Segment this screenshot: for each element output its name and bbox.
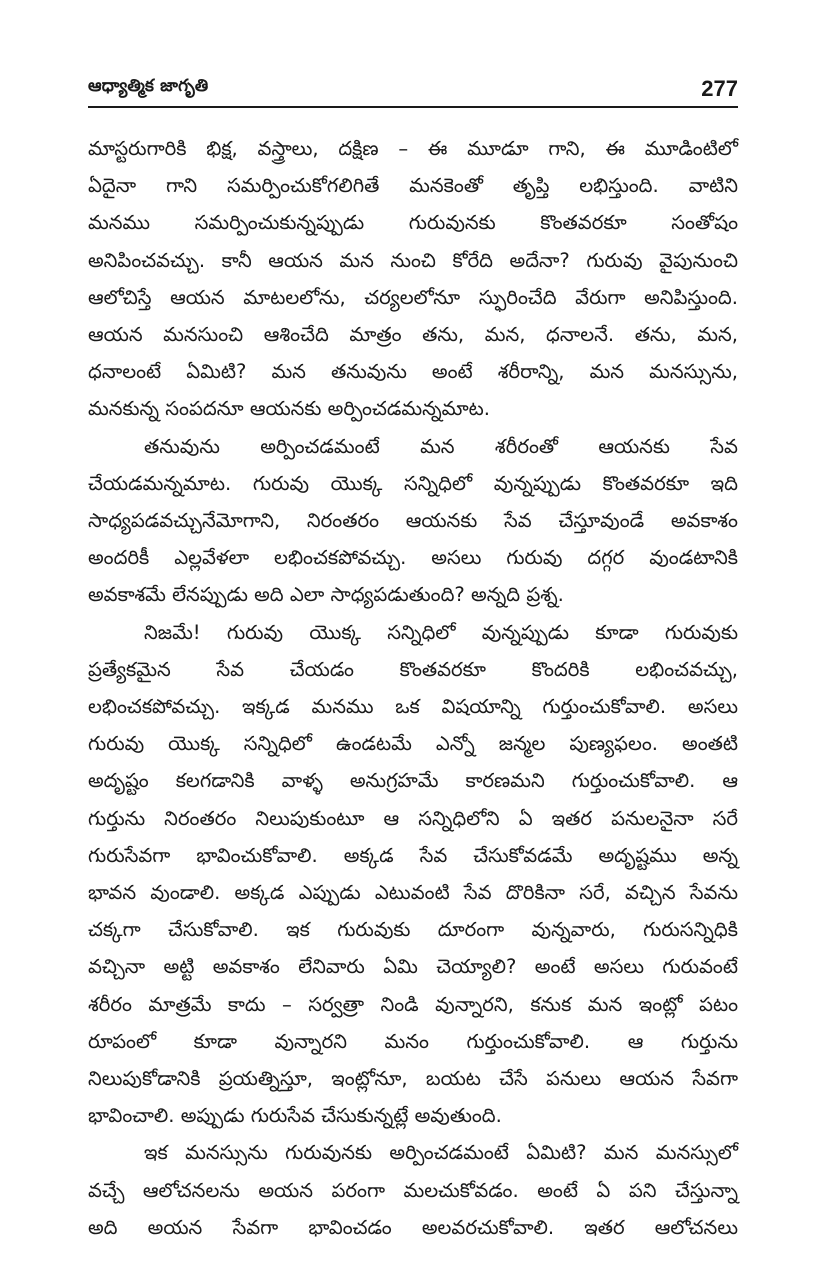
text-line: అనిపించవచ్చు. కానీ ఆయన మన నుంచి కోరేది అదేనా? గురువు వైపునుంచి bbox=[88, 248, 738, 272]
text-line: ఇక మనస్సును గురువునకు అర్పించడమంటే ఏమిటి? మన మనస్సులో bbox=[144, 1141, 738, 1165]
text-line: గుర్తును నిరంతరం నిలుపుకుంటూ ఆ సన్నిధిలోని ఏ ఇతర పనులనైనా సరే bbox=[88, 806, 738, 830]
text-line: వచ్చినా అట్టి అవకాశం లేనివారు ఏమి చెయ్యాలి? అంటే అసలు గురువంటే bbox=[88, 955, 738, 979]
text-line: చేయడమన్నమాట. గురువు యొక్క సన్నిధిలో వున్నప్పుడు కొంతవరకూ ఇది bbox=[88, 471, 738, 495]
text-line: మనకున్న సంపదనూ ఆయనకు అర్పించడమన్నమాట. bbox=[88, 397, 491, 421]
running-header bbox=[88, 70, 738, 108]
text-line: భావన వుండాలి. అక్కడ ఎప్పుడు ఎటువంటి సేవ దొరికినా సరే, వచ్చిన సేవను bbox=[88, 881, 738, 905]
book-page bbox=[88, 70, 738, 1246]
page-number: 277 bbox=[701, 76, 738, 101]
text-line: చక్కగా చేసుకోవాలి. ఇక గురువుకు దూరంగా వున్నవారు, గురుసన్నిధికి bbox=[88, 918, 738, 942]
paragraph bbox=[88, 130, 738, 428]
text-line: గురువు యొక్క సన్నిధిలో ఉండటమే ఎన్నో జన్మల పుణ్యఫలం. అంతటి bbox=[88, 732, 738, 756]
paragraph bbox=[88, 1134, 738, 1246]
text-line: ప్రత్యేకమైన సేవ చేయడం కొంతవరకూ కొందరికి లభించవచ్చు, bbox=[88, 657, 738, 681]
text-line: వచ్చే ఆలోచనలను అయన పరంగా మలచుకోవడం. అంటే ఏ పని చేస్తున్నా bbox=[88, 1178, 738, 1202]
text-line: గురుసేవగా భావించుకోవాలి. అక్కడ సేవ చేసుకోవడమే అదృష్టము అన్న bbox=[88, 843, 738, 867]
text-line: ధనాలంటే ఏమిటి? మన తనువును అంటే శరీరాన్ని, మన మనస్సును, bbox=[88, 360, 738, 384]
text-line: మాస్టరుగారికి భిక్ష, వస్త్రాలు, దక్షిణ – ఈ మూడూ గాని, ఈ మూడింటిలో bbox=[88, 137, 738, 160]
text-line: భావించాలి. అప్పుడు గురుసేవ చేసుకున్నట్లే అవుతుంది. bbox=[88, 1104, 502, 1128]
text-line: రూపంలో కూడా వున్నారని మనం గుర్తుంచుకోవాలి. ఆ గుర్తును bbox=[88, 1029, 738, 1053]
text-line: మనము సమర్పించుకున్నప్పుడు గురువునకు కొంతవరకూ సంతోషం bbox=[88, 211, 738, 235]
text-line: ఆయన మనసుంచి ఆశించేది మాత్రం తను, మన, ధనాలనే. తను, మన, bbox=[88, 323, 738, 347]
text-line: ఆలోచిస్తే ఆయన మాటలలోను, చర్యలలోనూ స్ఫురించేది వేరుగా అనిపిస్తుంది. bbox=[88, 285, 738, 309]
text-line: నిజమే! గురువు యొక్క సన్నిధిలో వున్నప్పుడు కూడా గురువుకు bbox=[144, 620, 738, 644]
text-line: అందరికీ ఎల్లవేళలా లభించకపోవచ్చు. అసలు గురువు దగ్గర వుండటానికి bbox=[88, 546, 738, 570]
text-line: శరీరం మాత్రమే కాదు – సర్వత్రా నిండి వున్నారని, కనుక మన ఇంట్లో పటం bbox=[88, 992, 738, 1016]
paragraph bbox=[88, 428, 738, 614]
text-line: ఏదైనా గాని సమర్పించుకోగలిగితే మనకెంతో తృప్తి లభిస్తుంది. వాటిని bbox=[88, 174, 738, 198]
running-title: ఆధ్యాత్మిక జాగృతి bbox=[88, 76, 209, 96]
text-line: తనువును అర్పించడమంటే మన శరీరంతో ఆయనకు సేవ bbox=[144, 434, 738, 458]
text-line: అవకాశమే లేనప్పుడు అది ఎలా సాధ్యపడుతుంది? అన్నది ప్రశ్న. bbox=[88, 583, 564, 607]
text-line: సాధ్యపడవచ్చునేమోగాని, నిరంతరం ఆయనకు సేవ చేస్తూవుండే అవకాశం bbox=[88, 509, 738, 533]
text-line: లభించకపోవచ్చు. ఇక్కడ మనము ఒక విషయాన్ని గుర్తుంచుకోవాలి. అసలు bbox=[88, 695, 738, 719]
body-text bbox=[88, 130, 738, 1246]
text-line: నిలుపుకోడానికి ప్రయత్నిస్తూ, ఇంట్లోనూ, బయట చేసే పనులు ఆయన సేవగా bbox=[88, 1067, 738, 1091]
text-line: అది అయన సేవగా భావించడం అలవరచుకోవాలి. ఇతర ఆలోచనలు bbox=[88, 1215, 738, 1239]
text-line: అదృష్టం కలగడానికి వాళ్ళ అనుగ్రహమే కారణమని గుర్తుంచుకోవాలి. ఆ bbox=[88, 769, 738, 793]
paragraph bbox=[88, 614, 738, 1135]
